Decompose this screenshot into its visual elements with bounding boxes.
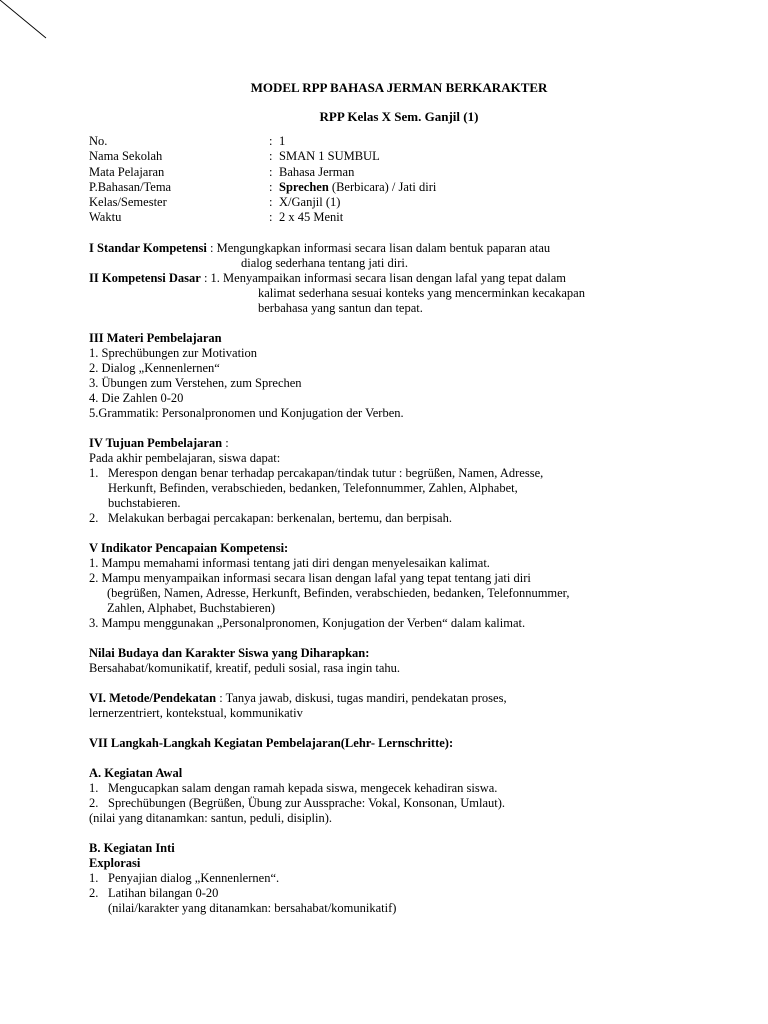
dasar-text-cont: berbahasa yang santun dan tepat. [258, 300, 423, 315]
section-langkah [89, 736, 709, 751]
indikator-heading: V Indikator Pencapaian Kompetensi: [89, 540, 289, 555]
info-row-class: Kelas/Semester : X/Ganjil (1) [89, 195, 341, 210]
document-title: MODEL RPP BAHASA JERMAN BERKARAKTER [250, 80, 548, 95]
info-value: SMAN 1 SUMBUL [279, 149, 380, 164]
section-metode [89, 691, 709, 721]
list-item: 2. Sprechübungen (Begrüßen, Übung zur Aussprache: Vokal, Konsonan, Umlaut). [89, 795, 506, 810]
info-label: Kelas/Semester [89, 195, 167, 210]
list-item: 2. Latihan bilangan 0-20 [89, 885, 219, 900]
info-row-school: Nama Sekolah : SMAN 1 SUMBUL [89, 149, 380, 164]
materi-item: 4. Die Zahlen 0-20 [89, 390, 184, 405]
corner-fold-line [0, 0, 48, 40]
document-subtitle: RPP Kelas X Sem. Ganjil (1) [319, 109, 479, 124]
info-label: Nama Sekolah [89, 149, 163, 164]
langkah-heading: VII Langkah-Langkah Kegiatan Pembelajaran(Lehr- Lernschritte): [89, 735, 454, 750]
awal-heading: A. Kegiatan Awal [89, 765, 183, 780]
standar-text-cont: dialog sederhana tentang jati diri. [241, 255, 408, 270]
info-label: Waktu [89, 210, 122, 225]
section-nilai [89, 646, 709, 676]
list-item: 3. Mampu menggunakan „Personalpronomen, Konjugation der Verben“ dalam kalimat. [89, 615, 526, 630]
section-kompetensi-dasar: II Kompetensi Dasar : 1. Menyampaikan informasi secara lisan dengan lafal yang tepat dalam kalimat sederhana sesuai konteks yang mencerminkan kecakapan berbahasa yang santun dan tepat. [89, 271, 709, 316]
list-item: 1. Penyajian dialog „Kennenlernen“. [89, 870, 280, 885]
list-item: 1. Mampu memahami informasi tentang jati diri dengan menyelesaikan kalimat. [89, 555, 490, 570]
info-label: P.Bahasan/Tema [89, 179, 172, 194]
info-value: 1 [279, 134, 286, 148]
inti-subheading: Explorasi [89, 855, 141, 870]
info-value: Bahasa Jerman [279, 164, 355, 179]
list-item: 2. Melakukan berbagai percakapan: berkenalan, bertemu, dan berpisah. [89, 510, 452, 525]
section-tujuan: IV Tujuan Pembelajaran : Pada akhir pembelajaran, siswa dapat: 1. Merespon dengan benar terhadap percakapan/tindak tutur : begrüßen, Namen, Adresse, Herkunft, Befinden, verabschieden, bedanken, Telefonnummer, Zahlen, Alphabet, buchstabieren. 2. Melakukan berbagai percakapan: berkenalan, bertemu, dan berpisah. [89, 436, 709, 526]
list-item: 2. Mampu menyampaikan informasi secara lisan dengan lafal yang tepat tentang jati diri [89, 570, 531, 585]
materi-item: 3. Übungen zum Verstehen, zum Sprechen [89, 375, 302, 390]
standar-label: I Standar Kompetensi [89, 240, 207, 255]
metode-text: : Tanya jawab, diskusi, tugas mandiri, pendekatan proses, [216, 690, 507, 705]
dasar-label: II Kompetensi Dasar [89, 270, 201, 285]
section-kegiatan-awal [89, 766, 709, 826]
metode-heading: VI. Metode/Pendekatan [89, 690, 217, 705]
document-page [89, 80, 709, 916]
info-row-no: No. : 1 [89, 134, 286, 148]
info-value: X/Ganjil (1) [279, 195, 341, 210]
awal-note: (nilai yang ditanamkan: santun, peduli, disiplin). [89, 810, 333, 825]
materi-item: 1. Sprechübungen zur Motivation [89, 345, 258, 360]
section-indikator [89, 541, 709, 631]
info-label: No. [89, 134, 108, 148]
section-standar-kompetensi: I Standar Kompetensi : Mengungkapkan informasi secara lisan dalam bentuk paparan atau dialog sederhana tentang jati diri. [89, 241, 709, 271]
nilai-heading: Nilai Budaya dan Karakter Siswa yang Diharapkan: [89, 645, 370, 660]
tujuan-heading: IV Tujuan Pembelajaran [89, 435, 223, 450]
inti-note: (nilai/karakter yang ditanamkan: bersahabat/komunikatif) [108, 900, 397, 915]
info-label: Mata Pelajaran [89, 164, 165, 179]
materi-item: 2. Dialog „Kennenlernen“ [89, 360, 220, 375]
list-item-cont: Zahlen, Alphabet, Buchstabieren) [107, 600, 275, 615]
tujuan-intro: Pada akhir pembelajaran, siswa dapat: [89, 450, 281, 465]
list-item-cont: (begrüßen, Namen, Adresse, Herkunft, Befinden, verabschieden, bedanken, Telefonnummer, [107, 585, 570, 600]
metode-text-cont: lernerzentriert, kontekstual, kommunikativ [89, 705, 303, 720]
info-row-theme: P.Bahasan/Tema : Sprechen (Berbicara) / Jati diri [89, 179, 437, 194]
info-value: Sprechen (Berbicara) / Jati diri [279, 179, 437, 194]
section-kegiatan-inti [89, 841, 709, 916]
materi-item: 5.Grammatik: Personalpronomen und Konjugation der Verben. [89, 405, 404, 420]
dasar-text-cont: kalimat sederhana sesuai konteks yang mencerminkan kecakapan [258, 285, 585, 300]
standar-text: Mengungkapkan informasi secara lisan dalam bentuk paparan atau [216, 240, 551, 255]
list-item: 1. Mengucapkan salam dengan ramah kepada siswa, mengecek kehadiran siswa. [89, 780, 498, 795]
list-item: 1. Merespon dengan benar terhadap percakapan/tindak tutur : begrüßen, Namen, Adresse, Herkunft, Befinden, verabschieden, bedanken, Telefonnummer, Zahlen, Alphabet, buchstabieren. [89, 465, 544, 510]
info-value: 2 x 45 Menit [279, 210, 344, 225]
info-table [89, 134, 709, 226]
nilai-text: Bersahabat/komunikatif, kreatif, peduli sosial, rasa ingin tahu. [89, 660, 401, 675]
info-row-time: Waktu : 2 x 45 Menit [89, 210, 344, 225]
info-row-subject: Mata Pelajaran : Bahasa Jerman [89, 164, 355, 179]
section-materi [89, 331, 709, 421]
dasar-text: 1. Menyampaikan informasi secara lisan dengan lafal yang tepat dalam [210, 270, 566, 285]
materi-heading: III Materi Pembelajaran [89, 330, 222, 345]
inti-heading: B. Kegiatan Inti [89, 840, 175, 855]
